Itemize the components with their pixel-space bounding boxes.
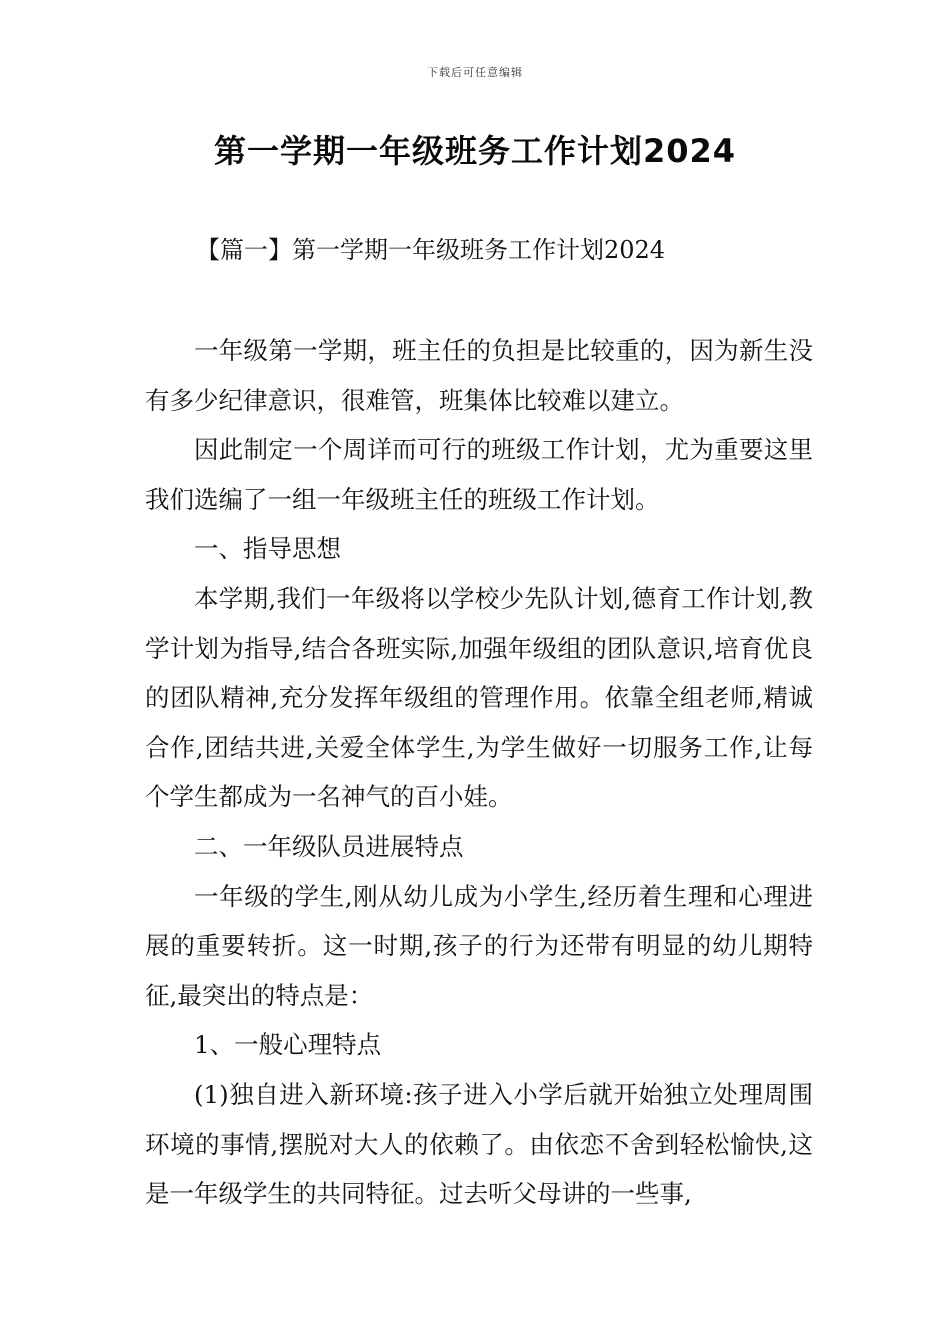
paragraph: 一年级第一学期，班主任的负担是比较重的，因为新生没有多少纪律意识，很难管，班集体比较难以建立。 <box>145 336 813 415</box>
subheading: 一、指导思想 <box>194 534 341 564</box>
paragraph: 本学期,我们一年级将以学校少先队计划,德育工作计划,教学计划为指导,结合各班实际,加强年级组的团队意识,培育优良的团队精神,充分发挥年级组的管理作用。依靠全组老师,精诚合作,团结共进,关爱全体学生,为学生做好一切服务工作,让每个学生都成为一名神气的百小娃。 <box>145 583 813 812</box>
section-heading: 【篇一】第一学期一年级班务工作计划2024 <box>196 236 666 264</box>
document-title: 第一学期一年级班务工作计划2024 <box>213 132 737 170</box>
paragraph: (1)独自进入新环境:孩子进入小学后就开始独立处理周围环境的事情,摆脱对大人的依赖了。由依恋不舍到轻松愉快,这是一年级学生的共同特征。过去听父母讲的一些事, <box>145 1079 813 1209</box>
subheading: 二、一年级队员进展特点 <box>194 831 464 861</box>
paragraph: 一年级的学生,刚从幼儿成为小学生,经历着生理和心理进展的重要转折。这一时期,孩子的行为还带有明显的幼儿期特征,最突出的特点是： <box>145 881 813 1010</box>
paragraph: 因此制定一个周详而可行的班级工作计划，尤为重要这里我们选编了一组一年级班主任的班级工作计划。 <box>145 435 813 514</box>
subheading: 1、一般心理特点 <box>194 1030 382 1060</box>
header-note: 下载后可任意编辑 <box>427 66 523 79</box>
body-text <box>145 326 813 1219</box>
